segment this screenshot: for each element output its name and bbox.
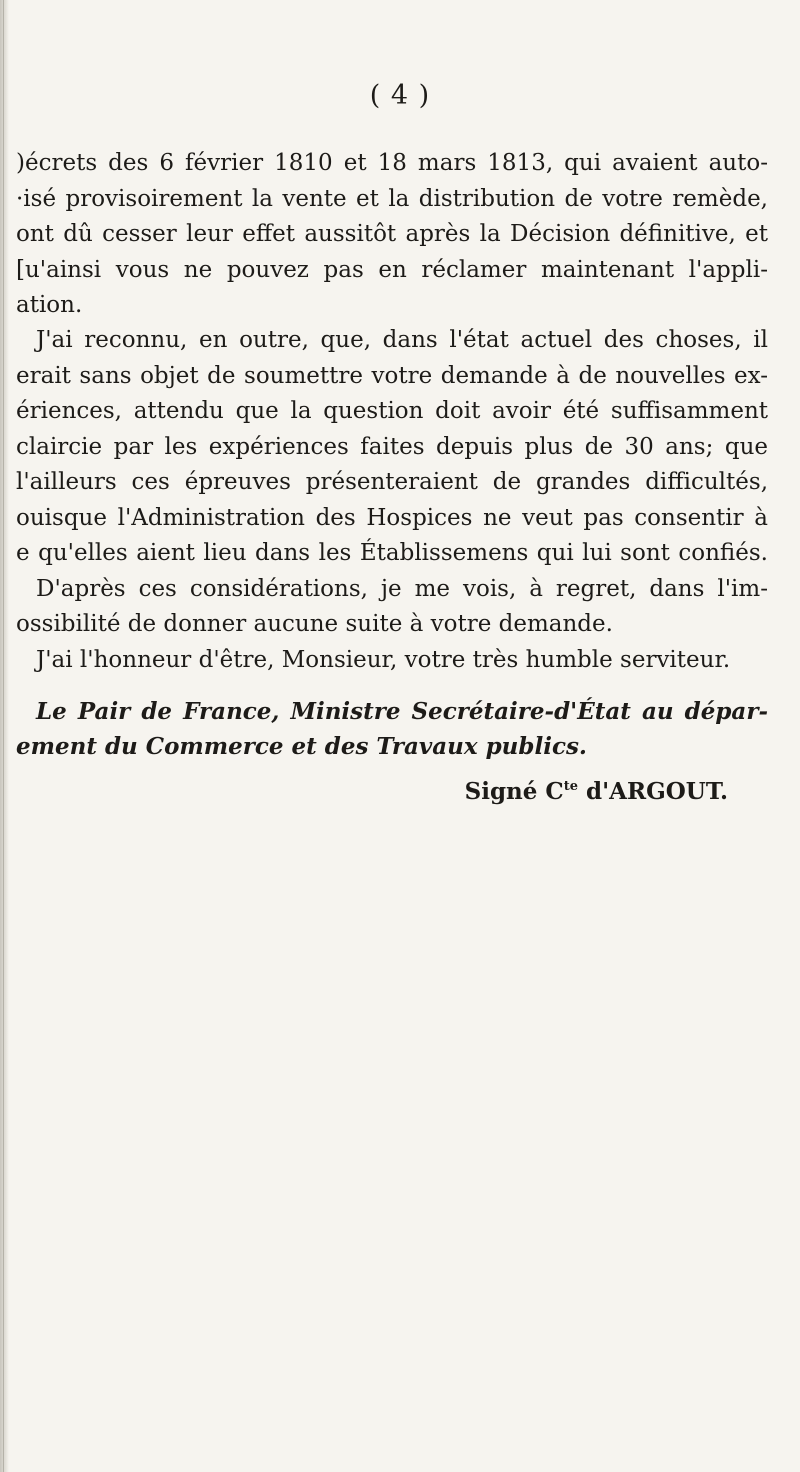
body-line: l'ailleurs ces épreuves présenteraient de grandes difficultés, <box>16 469 768 495</box>
body-line: ation. <box>16 292 83 318</box>
page-binding-shadow <box>0 0 9 1472</box>
body-line: ·isé provisoirement la vente et la distribution de votre remède, <box>16 186 768 212</box>
body-line: ossibilité de donner aucune suite à votre demande. <box>16 611 613 637</box>
signatory-title-line: ement du Commerce et des Travaux publics. <box>16 733 587 760</box>
signature-superscript: te <box>563 779 579 794</box>
page-edge-line <box>3 0 4 1472</box>
body-line: e qu'elles aient lieu dans les Établissemens qui lui sont confiés. <box>16 540 768 566</box>
signature-name: d'ARGOUT. <box>578 778 728 805</box>
body-line: D'après ces considérations, je me vois, à regret, dans l'im- <box>36 576 768 602</box>
closing-line: J'ai l'honneur d'être, Monsieur, votre très humble serviteur. <box>36 647 731 673</box>
signature <box>16 778 728 806</box>
body-line: ériences, attendu que la question doit avoir été suffisamment <box>16 398 768 424</box>
body-line: claircie par les expériences faites depuis plus de 30 ans; que <box>16 434 768 460</box>
signatory-title-line: Le Pair de France, Ministre Secrétaire-d'État au dépar- <box>36 698 768 725</box>
body-line: erait sans objet de soumettre votre demande à de nouvelles ex- <box>16 363 768 389</box>
body-line: J'ai reconnu, en outre, que, dans l'état actuel des choses, il <box>36 327 768 353</box>
body-line: ouisque l'Administration des Hospices ne veut pas consentir à <box>16 505 768 531</box>
signature-prefix: Signé C <box>464 778 564 805</box>
body-line: )écrets des 6 février 1810 et 18 mars 1813, qui avaient auto- <box>16 150 768 176</box>
body-line: [u'ainsi vous ne pouvez pas en réclamer maintenant l'appli- <box>16 257 768 283</box>
body-line: ont dû cesser leur effet aussitôt après la Décision définitive, et <box>16 221 768 247</box>
page-number: ( 4 ) <box>369 80 431 111</box>
